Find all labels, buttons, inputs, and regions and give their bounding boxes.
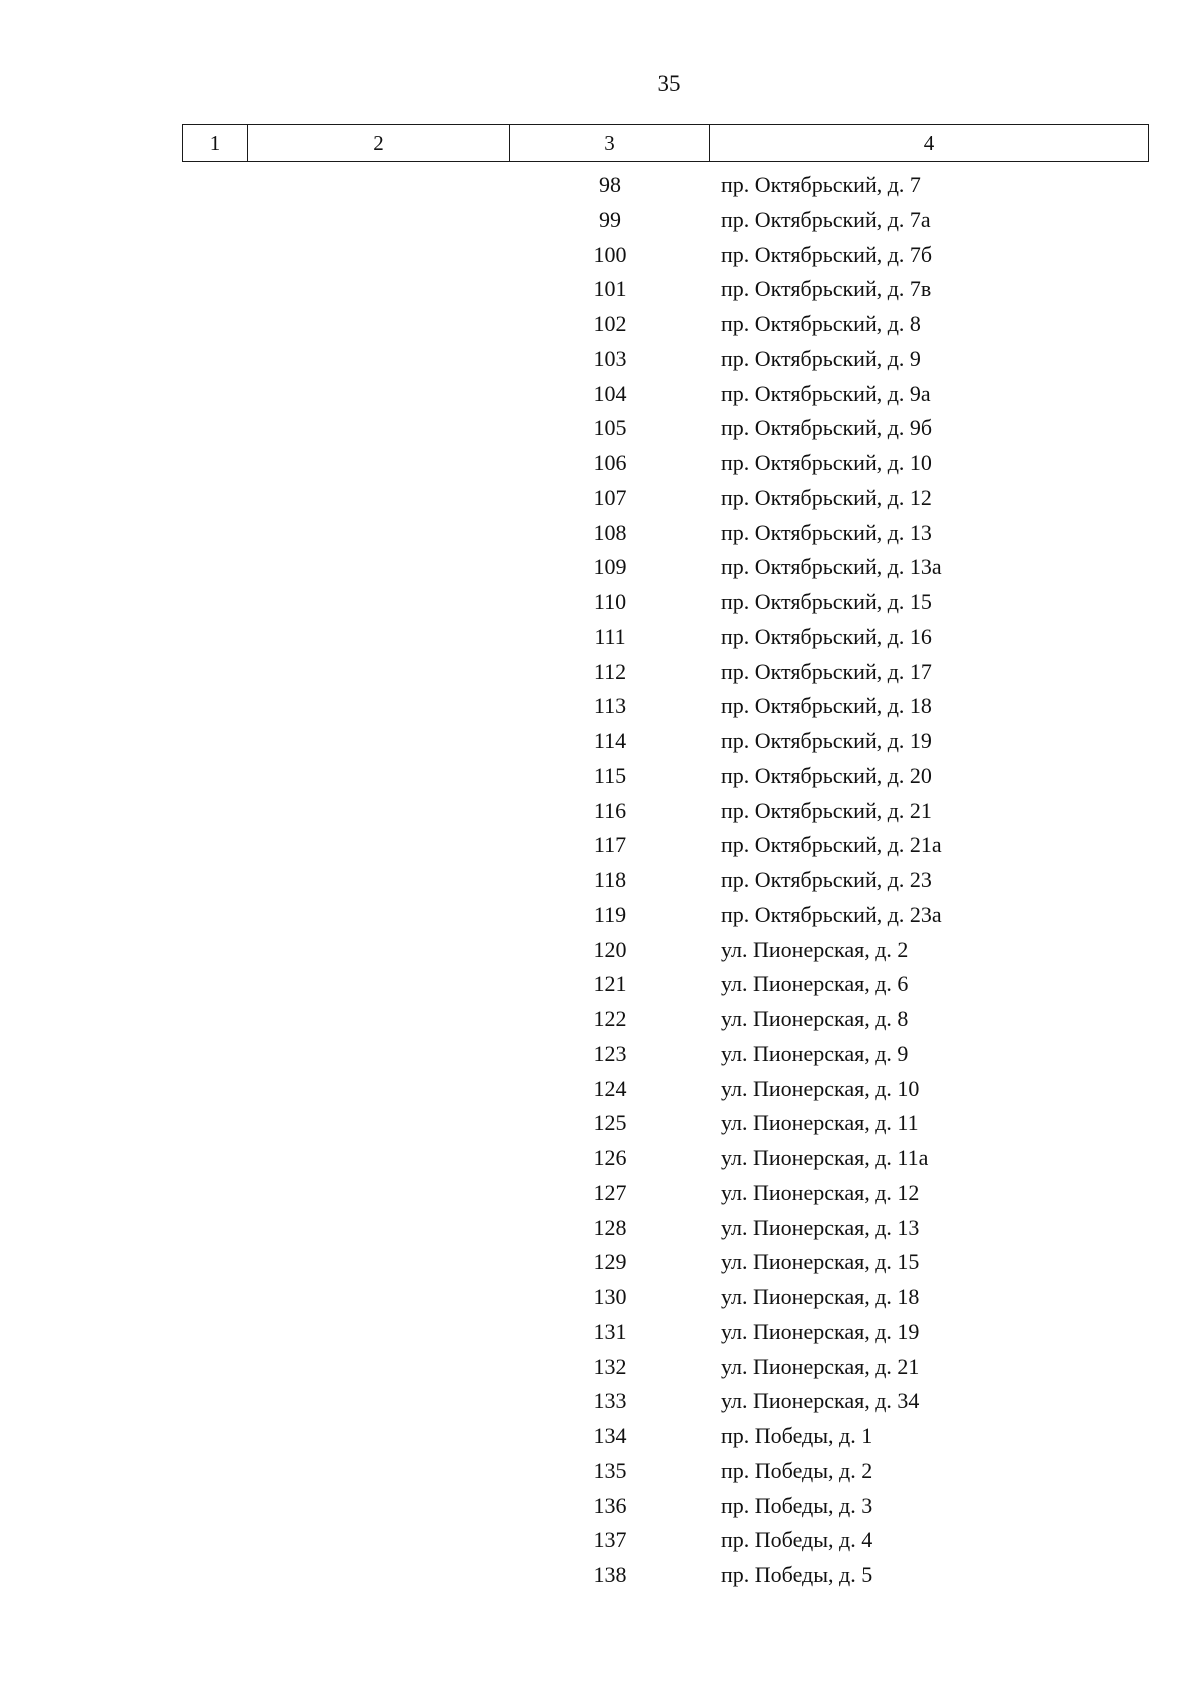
table-row bbox=[0, 967, 1200, 1002]
row-address: пр. Победы, д. 3 bbox=[721, 1492, 873, 1518]
table-row bbox=[0, 933, 1200, 968]
row-address: пр. Октябрьский, д. 15 bbox=[721, 589, 932, 614]
page-number: 35 bbox=[657, 71, 681, 96]
row-number: 127 bbox=[593, 1179, 627, 1205]
row-address: ул. Пионерская, д. 18 bbox=[721, 1284, 920, 1309]
row-address: пр. Октябрьский, д. 16 bbox=[721, 623, 932, 649]
table-row bbox=[0, 1106, 1200, 1141]
table-row bbox=[0, 620, 1200, 655]
row-number: 108 bbox=[593, 519, 627, 545]
row-number: 112 bbox=[593, 658, 627, 684]
row-number: 125 bbox=[593, 1110, 627, 1136]
table-row bbox=[0, 759, 1200, 794]
row-number: 115 bbox=[593, 762, 627, 788]
row-address: ул. Пионерская, д. 2 bbox=[721, 936, 909, 962]
table-row bbox=[0, 689, 1200, 724]
row-number: 138 bbox=[593, 1562, 627, 1587]
row-number: 114 bbox=[593, 728, 627, 753]
row-address: пр. Октябрьский, д. 7б bbox=[721, 241, 933, 267]
row-number: 126 bbox=[593, 1145, 627, 1170]
column-header-table bbox=[182, 124, 1149, 162]
row-number: 130 bbox=[593, 1284, 627, 1309]
header-row bbox=[183, 125, 1149, 162]
table-row bbox=[0, 585, 1200, 620]
table-row bbox=[0, 168, 1200, 203]
row-address: ул. Пионерская, д. 6 bbox=[721, 971, 909, 997]
table-row bbox=[0, 481, 1200, 516]
row-address: пр. Октябрьский, д. 7в bbox=[721, 276, 932, 302]
row-number: 104 bbox=[593, 380, 627, 406]
row-address: ул. Пионерская, д. 11 bbox=[721, 1110, 919, 1136]
row-number: 132 bbox=[593, 1353, 627, 1379]
row-number: 102 bbox=[593, 311, 627, 336]
row-number: 122 bbox=[593, 1006, 627, 1031]
row-address: пр. Октябрьский, д. 9б bbox=[721, 415, 933, 441]
row-number: 135 bbox=[593, 1457, 627, 1483]
row-number: 98 bbox=[599, 172, 621, 197]
row-number: 120 bbox=[593, 936, 627, 962]
header-col-3: 3 bbox=[510, 125, 710, 162]
row-address: пр. Победы, д. 2 bbox=[721, 1457, 873, 1483]
address-list bbox=[0, 168, 1200, 1593]
row-number: 100 bbox=[593, 241, 627, 267]
row-address: пр. Победы, д. 5 bbox=[721, 1562, 873, 1587]
row-number: 110 bbox=[593, 589, 627, 614]
row-number: 107 bbox=[593, 484, 627, 510]
table-row bbox=[0, 863, 1200, 898]
table-row bbox=[0, 1350, 1200, 1385]
row-number: 121 bbox=[593, 971, 627, 997]
table-row bbox=[0, 1558, 1200, 1593]
row-number: 101 bbox=[593, 276, 627, 302]
table-row bbox=[0, 411, 1200, 446]
row-address: пр. Октябрьский, д. 17 bbox=[721, 658, 932, 684]
row-address: ул. Пионерская, д. 11а bbox=[721, 1145, 929, 1170]
row-number: 109 bbox=[593, 554, 627, 580]
table-row bbox=[0, 828, 1200, 863]
row-number: 128 bbox=[593, 1214, 627, 1240]
row-number: 106 bbox=[593, 450, 627, 475]
row-address: пр. Октябрьский, д. 21 bbox=[721, 797, 932, 823]
table-row bbox=[0, 550, 1200, 585]
row-address: ул. Пионерская, д. 34 bbox=[721, 1388, 920, 1414]
row-address: пр. Октябрьский, д. 23 bbox=[721, 867, 932, 892]
table-row bbox=[0, 1176, 1200, 1211]
row-address: пр. Октябрьский, д. 19 bbox=[721, 728, 932, 753]
table-row bbox=[0, 1141, 1200, 1176]
row-address: ул. Пионерская, д. 10 bbox=[721, 1075, 920, 1101]
row-address: пр. Октябрьский, д. 8 bbox=[721, 311, 921, 336]
row-address: ул. Пионерская, д. 19 bbox=[721, 1318, 920, 1344]
row-number: 118 bbox=[593, 867, 627, 892]
row-number: 129 bbox=[593, 1249, 627, 1275]
row-address: ул. Пионерская, д. 13 bbox=[721, 1214, 920, 1240]
row-number: 99 bbox=[599, 206, 621, 232]
table-row bbox=[0, 1419, 1200, 1454]
table-row bbox=[0, 794, 1200, 829]
row-number: 137 bbox=[593, 1527, 627, 1553]
row-address: пр. Октябрьский, д. 10 bbox=[721, 450, 932, 475]
table-row bbox=[0, 1211, 1200, 1246]
table-row bbox=[0, 898, 1200, 933]
row-address: пр. Октябрьский, д. 12 bbox=[721, 484, 932, 510]
table-row bbox=[0, 1245, 1200, 1280]
row-address: пр. Октябрьский, д. 9 bbox=[721, 345, 921, 371]
table-row bbox=[0, 203, 1200, 238]
row-address: пр. Октябрьский, д. 23а bbox=[721, 901, 942, 927]
table-row bbox=[0, 1280, 1200, 1315]
row-number: 113 bbox=[593, 693, 627, 719]
row-number: 105 bbox=[593, 415, 627, 441]
row-address: ул. Пионерская, д. 9 bbox=[721, 1040, 909, 1066]
row-address: пр. Октябрьский, д. 7 bbox=[721, 172, 921, 197]
row-number: 119 bbox=[593, 901, 627, 927]
header-col-4: 4 bbox=[710, 125, 1149, 162]
table-row bbox=[0, 1523, 1200, 1558]
row-address: ул. Пионерская, д. 15 bbox=[721, 1249, 920, 1275]
row-address: пр. Октябрьский, д. 9а bbox=[721, 380, 931, 406]
table-row bbox=[0, 307, 1200, 342]
row-address: пр. Победы, д. 1 bbox=[721, 1423, 873, 1448]
row-address: пр. Октябрьский, д. 13а bbox=[721, 554, 942, 580]
row-address: пр. Победы, д. 4 bbox=[721, 1527, 873, 1553]
row-number: 123 bbox=[593, 1040, 627, 1066]
row-number: 103 bbox=[593, 345, 627, 371]
row-address: пр. Октябрьский, д. 7а bbox=[721, 206, 931, 232]
table-row bbox=[0, 1072, 1200, 1107]
row-address: пр. Октябрьский, д. 20 bbox=[721, 762, 932, 788]
table-row bbox=[0, 446, 1200, 481]
row-address: ул. Пионерская, д. 21 bbox=[721, 1353, 920, 1379]
table-row bbox=[0, 1454, 1200, 1489]
table-row bbox=[0, 342, 1200, 377]
table-row bbox=[0, 655, 1200, 690]
row-address: ул. Пионерская, д. 12 bbox=[721, 1179, 920, 1205]
row-address: пр. Октябрьский, д. 18 bbox=[721, 693, 932, 719]
row-address: пр. Октябрьский, д. 13 bbox=[721, 519, 932, 545]
header-col-2: 2 bbox=[248, 125, 510, 162]
row-address: пр. Октябрьский, д. 21а bbox=[721, 832, 942, 858]
row-number: 117 bbox=[593, 832, 627, 858]
row-number: 131 bbox=[593, 1318, 627, 1344]
row-number: 116 bbox=[593, 797, 627, 823]
table-row bbox=[0, 516, 1200, 551]
row-number: 124 bbox=[593, 1075, 627, 1101]
row-number: 111 bbox=[594, 623, 626, 649]
table-row bbox=[0, 1315, 1200, 1350]
table-row bbox=[0, 238, 1200, 273]
row-number: 134 bbox=[593, 1423, 627, 1448]
table-row bbox=[0, 1037, 1200, 1072]
row-address: ул. Пионерская, д. 8 bbox=[721, 1006, 909, 1031]
header-col-1: 1 bbox=[183, 125, 248, 162]
row-number: 133 bbox=[593, 1388, 627, 1414]
table-row bbox=[0, 1384, 1200, 1419]
row-number: 136 bbox=[593, 1492, 627, 1518]
table-row bbox=[0, 1002, 1200, 1037]
table-row bbox=[0, 1489, 1200, 1524]
table-row bbox=[0, 377, 1200, 412]
table-row bbox=[0, 272, 1200, 307]
table-row bbox=[0, 724, 1200, 759]
